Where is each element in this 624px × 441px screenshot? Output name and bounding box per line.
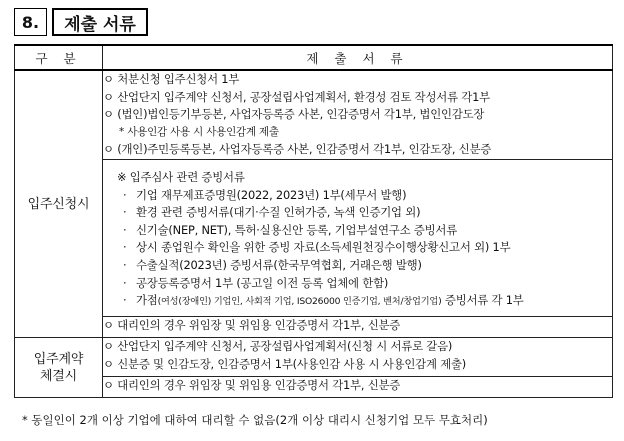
category-contract-line1: 입주계약 [33,351,84,367]
category-application: 입주신청시 [15,70,103,338]
list-item: ㅇ 산업단지 입주계약 신청서, 공장설립사업계획서, 환경성 검토 작성서류 각1부 [103,89,490,104]
list-item: ㅇ (법인)법인등기부등본, 사업자등록증 사본, 인감증명서 각1부, 법인인감도장 [103,107,485,122]
list-item: · 공장등록증명서 1부 (공고일 이전 등록 업체에 한함) [103,275,612,293]
category-contract-line2: 체결시 [39,368,78,384]
table-row [15,70,613,160]
evaluation-title: ※ 입주심사 관련 증빙서류 [117,170,245,184]
list-item: ㅇ 처분신청 입주신청서 1부 [103,72,240,86]
list-item: · 수출실적(2023년) 증빙서류(한국무역협회, 거래은행 발행) [103,257,612,275]
table-header-row [15,45,613,70]
list-item: ㅇ 대리인의 경우 위임장 및 위임용 인감증명서 각1부, 신분증 [103,318,401,332]
section-number: 8. [14,8,47,36]
footnote: * 동일인이 2개 이상 기업에 대하여 대리할 수 없음(2개 이상 대리시 신청기업 모두 무효처리) [22,413,488,427]
contract-documents-cell [103,338,613,377]
proxy-documents-cell [103,317,613,338]
list-item: ㅇ (개인)주민등록등본, 사업자등록증 사본, 인감증명서 각1부, 인감도장, 신분증 [103,142,492,157]
list-item: ㅇ 산업단지 입주계약 신청서, 공장설립사업계획서(신청 시 서류로 갈음) [103,339,453,353]
list-item: · 가점(여성(장애인) 기업인, 사회적 기업, ISO26000 인증기업, 벤처/창업기업) 증빙서류 각 1부 [103,292,612,311]
column-header-category: 구 분 [15,45,103,70]
list-item: · 신기술(NEP, NET), 특허·실용신안 등록, 기업부설연구소 증빙서류 [103,222,612,240]
table-row [15,377,613,398]
documents-table [14,44,613,398]
bullet: · [123,240,127,255]
column-header-documents: 제 출 서 류 [103,45,613,70]
list-note: * 사용인감 사용 시 사용인감계 제출 [119,125,279,138]
contract-proxy-cell [103,377,613,398]
bullet: · [123,293,127,308]
list-item: · 기업 재무제표증명원(2022, 2023년) 1부(세무서 발행) [103,187,612,205]
bullet: · [123,205,127,220]
evaluation-documents-cell [103,160,613,317]
bullet: · [123,222,127,237]
bullet: · [123,257,127,272]
basic-documents-cell [103,70,613,160]
bullet: · [123,275,127,290]
section-title: 제출 서류 [52,8,148,36]
list-item: · 상시 종업원수 확인을 위한 증빙 자료(소득세원천징수이행상황신고서 외) 1부 [103,239,612,257]
category-contract [15,338,103,398]
bullet: · [123,187,127,202]
list-item: · 환경 관련 증빙서류(대기·수질 인허가증, 녹색 인증기업 외) [103,204,612,222]
list-item: ㅇ 대리인의 경우 위임장 및 위임용 인감증명서 각1부, 신분증 [103,378,401,392]
section-heading [14,8,148,38]
table-row [15,317,613,338]
table-row [15,160,613,317]
list-item: ㅇ 신분증 및 인감도장, 인감증명서 1부(사용인감 사용 시 사용인감계 제출) [103,356,467,371]
table-row [15,338,613,377]
